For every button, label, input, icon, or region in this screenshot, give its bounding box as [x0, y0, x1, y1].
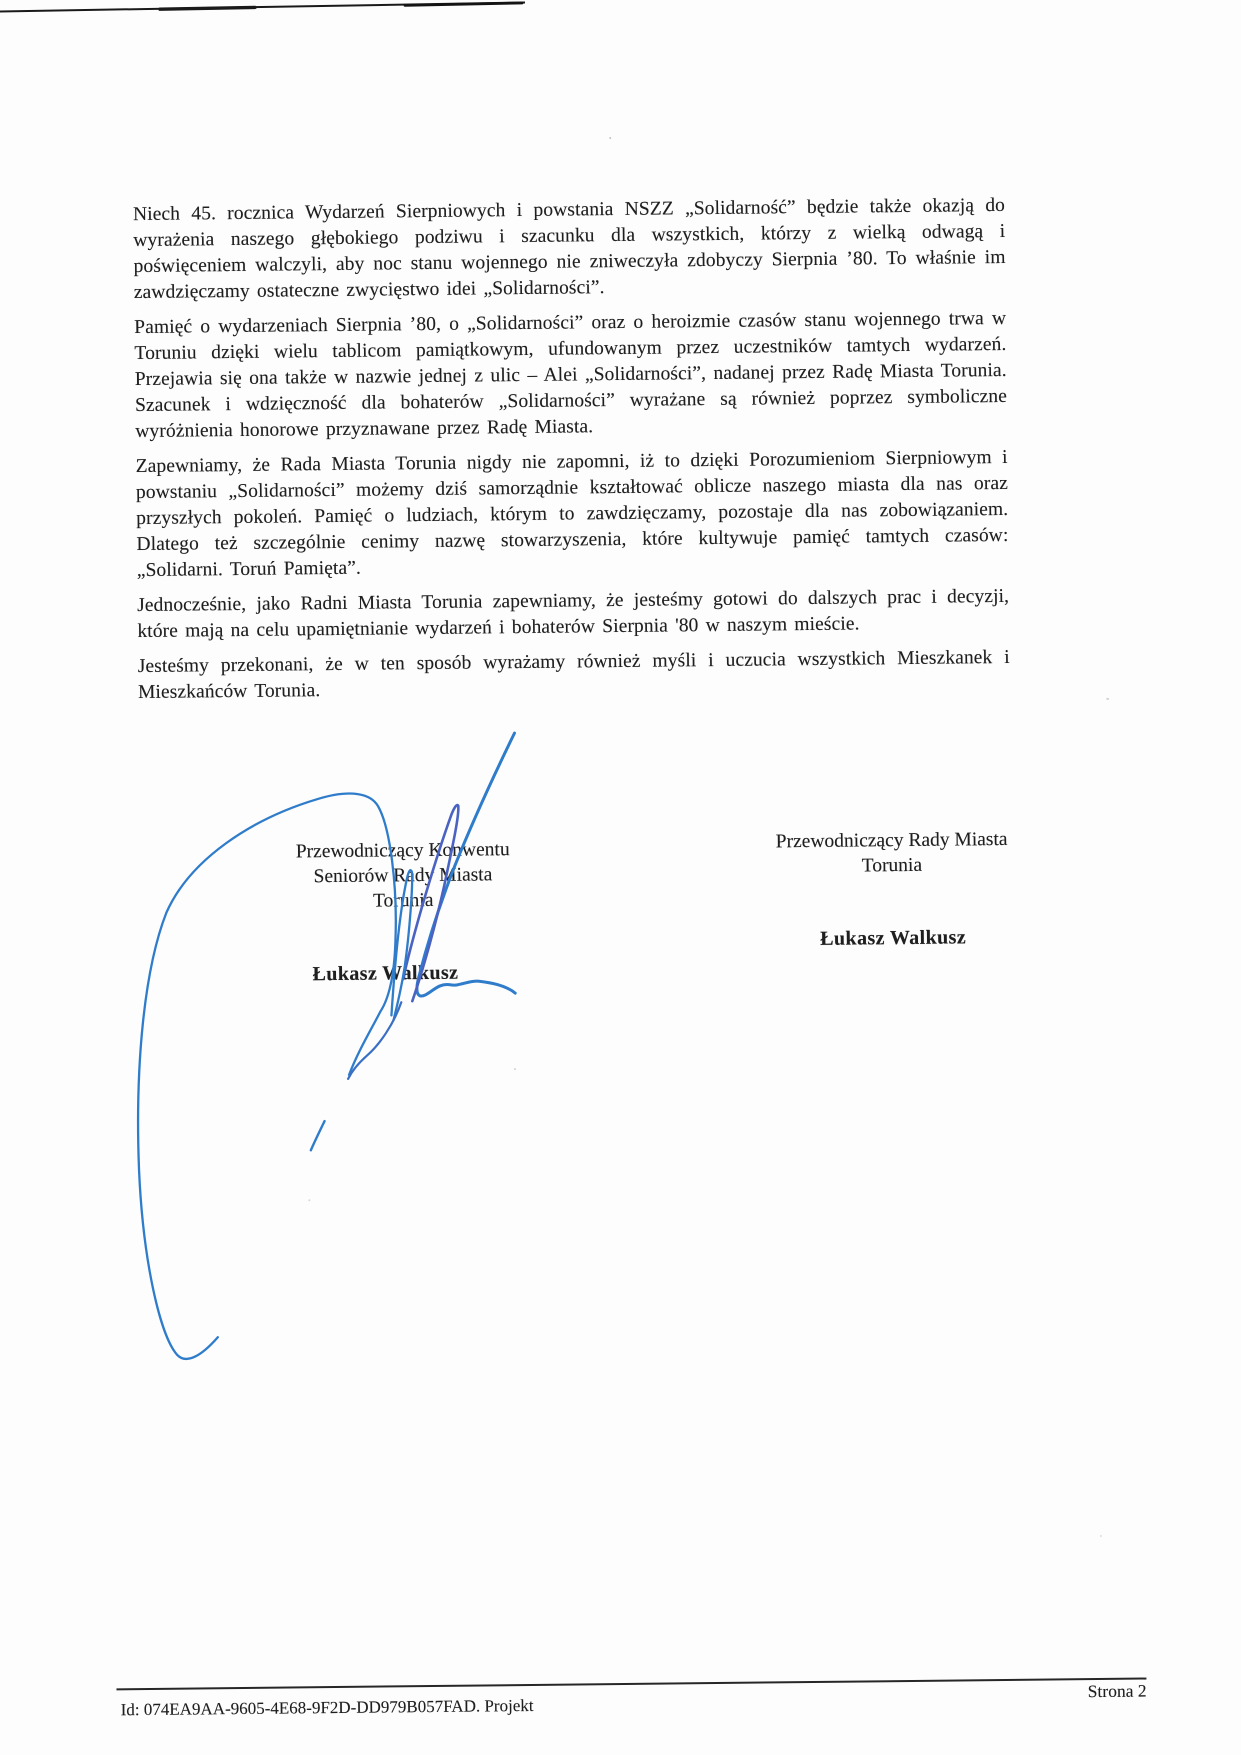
signature-left-title-line-2: Seniorów Rady Miasta — [313, 864, 493, 888]
signature-right-title-line-2: Torunia — [861, 854, 923, 877]
body-paragraph-1: Niech 45. rocznica Wydarzeń Sierpniowych i powstania NSZZ „Solidarność” będzie także okazją do wyrażenia naszego głębokiego podziwu i szacunku dla wszystkich, którzy z wielką odwagą i poświęceniem walczyli, aby noc stanu wojennego nie zniweczyła zdobyczy Sierpnia ’80. To właśnie im zawdzięczamy ostateczne zwycięstwo idei „Solidarności”. — [132, 194, 1006, 304]
signature-right-name: Łukasz Walkusz — [820, 926, 967, 950]
noise-dot — [1100, 1535, 1102, 1537]
signature-left-title-line-3: Torunia — [372, 889, 434, 912]
signature-right-title — [752, 827, 1033, 880]
signature-stroke-slash — [311, 1121, 325, 1150]
handwritten-signature-ink — [88, 640, 636, 1406]
body-paragraph-4: Jednocześnie, jako Radni Miasta Torunia zapewniamy, że jesteśmy gotowi do dalszych prac i decyzji, które mają na celu upamiętnianie wydarzeń i bohaterów Sierpnia '80 w naszym mieście. — [137, 585, 1010, 643]
noise-dot — [514, 1068, 516, 1070]
signature-left-name: Łukasz Walkusz — [312, 961, 459, 986]
body-paragraph-5: Jesteśmy przekonani, że w ten sposób wyrażamy również myśli i uczucia wszystkich Mieszkanek i Mieszkańców Torunia. — [137, 646, 1010, 704]
body-paragraph-2: Pamięć o wydarzeniach Sierpnia ’80, o „Solidarności” oraz o heroizmie czasów stanu wojennego trwa w Toruniu dzięki wielu tablicom pamiątkowym, ufundowanym przez uczestników tamtych wydarzeń. Przejawia się ona także w nazwie jednej z ulic – Alei „Solidarności”, nadanej przez Radę Miasta Torunia. Szacunek i wdzięczność dla bohaterów „Solidarności” wyrażane są również poprzez symboliczne wyróżnienia honorowe przyznawane przez Radę Miasta. — [134, 307, 1008, 443]
noise-dot — [308, 1199, 310, 1201]
signature-left-title-line-1: Przewodniczący Konwentu — [295, 839, 510, 863]
signature-right-title-line-1: Przewodniczący Rady Miasta — [775, 828, 1008, 853]
footer-page-number: Strona 2 — [1087, 1680, 1147, 1702]
signature-stroke-descender — [347, 1002, 402, 1079]
footer-doc-id: Id: 074EA9AA-9605-4E68-9F2D-DD979B057FAD. Projekt — [120, 1695, 534, 1720]
noise-dot — [609, 137, 611, 139]
noise-dot — [1106, 698, 1109, 700]
signature-left-title — [278, 837, 529, 915]
letter-body — [133, 193, 1010, 715]
body-paragraph-3: Zapewniamy, że Rada Miasta Torunia nigdy nie zapomni, iż to dzięki Porozumieniom Sierpniowym i powstaniu „Solidarności” możemy dziś samorządnie kształtować oblicze naszego miasta dla nas oraz przyszłych pokoleń. Pamięć o ludziach, którym to zawdzięczamy, pozostaje dla nas zobowiązaniem. Dlatego też szczególnie cenimy nazwę stowarzyszenia, które kultywuje pamięć tamtych czasów: „Solidarni. Toruń Pamięta”. — [135, 446, 1009, 582]
